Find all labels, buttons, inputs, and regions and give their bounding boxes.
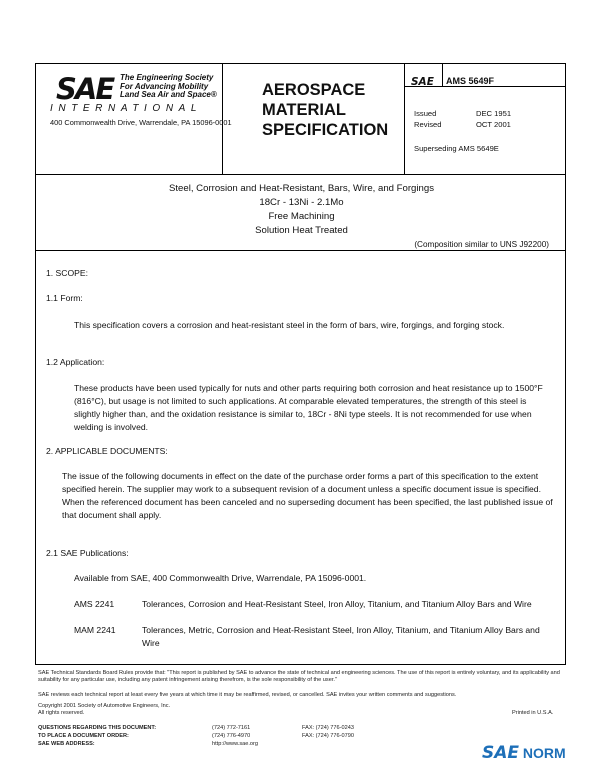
section-heading: 1. SCOPE: — [46, 268, 89, 278]
paragraph: The issue of the following documents in effect on the date of the purchase order forms a part of this specification to the extent specified herein. The supplier may work to a subsequent revision of a document unless a specific document issue is specified. When the referenced document has been canceled and no superseding document has been specified, the last published issue of that document shall apply. — [62, 471, 553, 520]
spec-title-line: 18Cr - 13Ni - 2.1Mo — [259, 197, 344, 208]
sae-small-logo: SAE — [411, 76, 434, 88]
section-heading: 1.2 Application: — [46, 357, 105, 367]
superseding-note: Superseding AMS 5649E — [414, 144, 499, 153]
order-phone: (724) 776-4970 — [212, 733, 251, 739]
document-type-title: AEROSPACE MATERIAL SPECIFICATION — [262, 81, 389, 139]
revised-label: Revised — [414, 120, 442, 129]
composition-note: (Composition similar to UNS J92200) — [414, 240, 549, 249]
spec-frame — [35, 63, 566, 665]
copyright: Copyright 2001 Society of Automotive Engineers, Inc. — [38, 703, 171, 709]
web-address: http://www.sae.org — [212, 741, 259, 747]
footer-review-note: SAE reviews each technical report at least every five years at which time it may be reaffirmed, revised, or cancelled. SAE invites your written comments and suggestions. — [38, 692, 457, 698]
sae-norm-mark: SAE — [482, 743, 520, 763]
printed-in: Printed in U.S.A. — [512, 710, 554, 716]
issued-label: Issued — [414, 109, 437, 118]
contact-label: QUESTIONS REGARDING THIS DOCUMENT: — [38, 725, 157, 731]
sae-logo: SAE — [56, 72, 114, 106]
web-label: SAE WEB ADDRESS: — [38, 741, 95, 747]
order-label: TO PLACE A DOCUMENT ORDER: — [38, 733, 129, 739]
issued-date: DEC 1951 — [476, 109, 512, 118]
divider — [442, 64, 443, 86]
sae-address: 400 Commonwealth Drive, Warrendale, PA 15096-0001 — [50, 118, 232, 127]
divider — [36, 174, 565, 175]
spec-title-line: Steel, Corrosion and Heat-Resistant, Bars, Wire, and Forgings — [168, 183, 434, 194]
reference-text: Tolerances, Corrosion and Heat-Resistant Steel, Iron Alloy, Titanium, and Titanium Alloy Bars and Wire — [142, 599, 532, 609]
international-label: INTERNATIONAL — [50, 103, 203, 114]
contact-phone: (724) 772-7161 — [212, 725, 251, 731]
paragraph: This specification covers a corrosion and heat-resistant steel in the form of bars, wire, forgings, and forging stock. — [74, 320, 505, 330]
rights: All rights reserved. — [38, 710, 85, 716]
section-heading: 1.1 Form: — [46, 293, 83, 303]
spec-title-line: Free Machining — [268, 211, 335, 222]
paragraph: These products have been used typically for nuts and other parts requiring both corrosion and heat resistance up to 1500°F (816°C), but usage is not limited to such applications. At comparable elevated temperatures, the strength of this steel is slightly higher than, and the oxidation resistance is similar to, 18Cr - 8Ni type steels. It is not recommended for use when welding is involved. — [74, 383, 543, 432]
revised-date: OCT 2001 — [476, 120, 511, 129]
ams-number: AMS 5649F — [446, 76, 495, 86]
sae-norm-logo: SAE NORM — [482, 743, 566, 763]
section-heading: 2. APPLICABLE DOCUMENTS: — [46, 446, 168, 456]
reference-text: Tolerances, Metric, Corrosion and Heat-Resistant Steel, Iron Alloy, Titanium, and Titanium Alloy Bars and Wire — [142, 625, 540, 648]
contact-fax: FAX: (724) 776-0243 — [302, 725, 354, 731]
footer-notice: SAE Technical Standards Board Rules provide that: "This report is published by SAE to advance the state of technical and engineering sciences. The use of this report is entirely voluntary, and its applicability and suitability for any particular use, including any patent infringement arising therefrom, is the sole responsibility of the user." — [38, 670, 560, 683]
reference-code: AMS 2241 — [74, 599, 115, 609]
divider — [36, 250, 565, 251]
divider — [404, 64, 405, 174]
section-heading: 2.1 SAE Publications: — [46, 548, 129, 558]
society-tagline: The Engineering Society For Advancing Mobility Land Sea Air and Space® — [120, 73, 217, 99]
order-fax: FAX: (724) 776-0790 — [302, 733, 354, 739]
spec-title-line: Solution Heat Treated — [255, 225, 348, 236]
reference-code: MAM 2241 — [74, 625, 116, 635]
paragraph: Available from SAE, 400 Commonwealth Drive, Warrendale, PA 15096-0001. — [74, 573, 367, 583]
